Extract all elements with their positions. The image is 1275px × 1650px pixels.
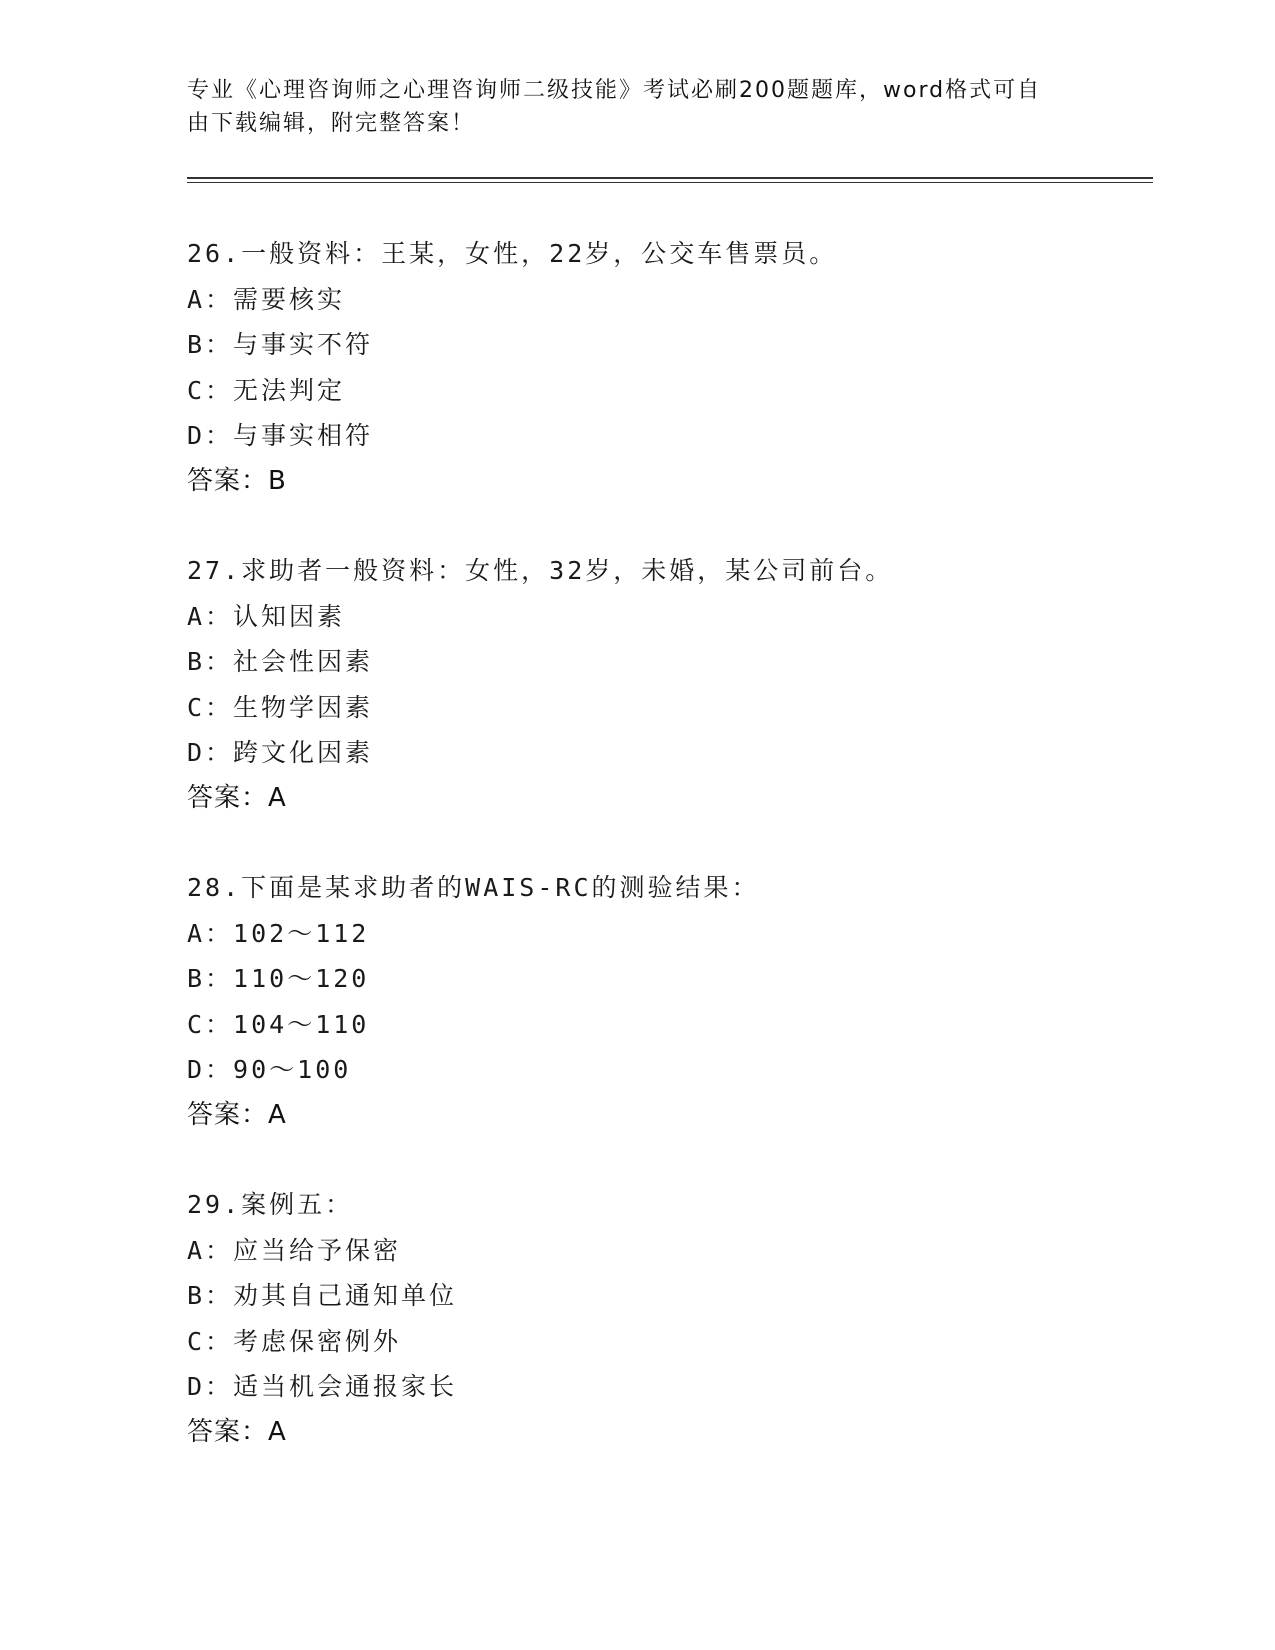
option-a: A：需要核实 (187, 284, 346, 314)
option-d: D：与事实相符 (187, 421, 374, 450)
question-27 (187, 548, 1147, 821)
answer: 答案：A (187, 1416, 287, 1447)
answer: 答案：A (187, 782, 287, 813)
option-c: C：104～110 (187, 1009, 370, 1039)
question-stem: 28.下面是某求助者的WAIS-RC的测验结果： (187, 873, 760, 902)
option-d: D：跨文化因素 (187, 738, 374, 767)
question-26 (187, 231, 1147, 504)
option-b: B：110～120 (187, 964, 370, 993)
header-divider-thin (187, 182, 1153, 183)
option-d: D：90～100 (187, 1055, 352, 1084)
question-stem: 27.求助者一般资料：女性，32岁，未婚，某公司前台。 (187, 556, 894, 585)
question-28 (187, 865, 1147, 1138)
answer: 答案：A (187, 1099, 287, 1130)
header-line-2: 由下载编辑，附完整答案！ (187, 111, 476, 136)
question-stem: 29.案例五： (187, 1190, 354, 1219)
header-divider-thick (187, 177, 1153, 179)
option-a: A：应当给予保密 (187, 1235, 402, 1265)
option-c: C：考虑保密例外 (187, 1326, 402, 1356)
question-29 (187, 1182, 1147, 1455)
header-line-1: 专业《心理咨询师之心理咨询师二级技能》考试必刷200题题库，word格式可自 (187, 78, 1042, 103)
option-b: B：社会性因素 (187, 647, 374, 676)
answer: 答案：B (187, 465, 287, 496)
option-a: A：认知因素 (187, 601, 346, 631)
option-b: B：劝其自己通知单位 (187, 1281, 458, 1310)
option-d: D：适当机会通报家长 (187, 1372, 458, 1401)
option-c: C：生物学因素 (187, 692, 374, 722)
option-c: C：无法判定 (187, 375, 346, 405)
question-stem: 26.一般资料：王某，女性，22岁，公交车售票员。 (187, 239, 838, 268)
option-a: A：102～112 (187, 918, 370, 948)
option-b: B：与事实不符 (187, 330, 374, 359)
document-header (187, 74, 1067, 140)
